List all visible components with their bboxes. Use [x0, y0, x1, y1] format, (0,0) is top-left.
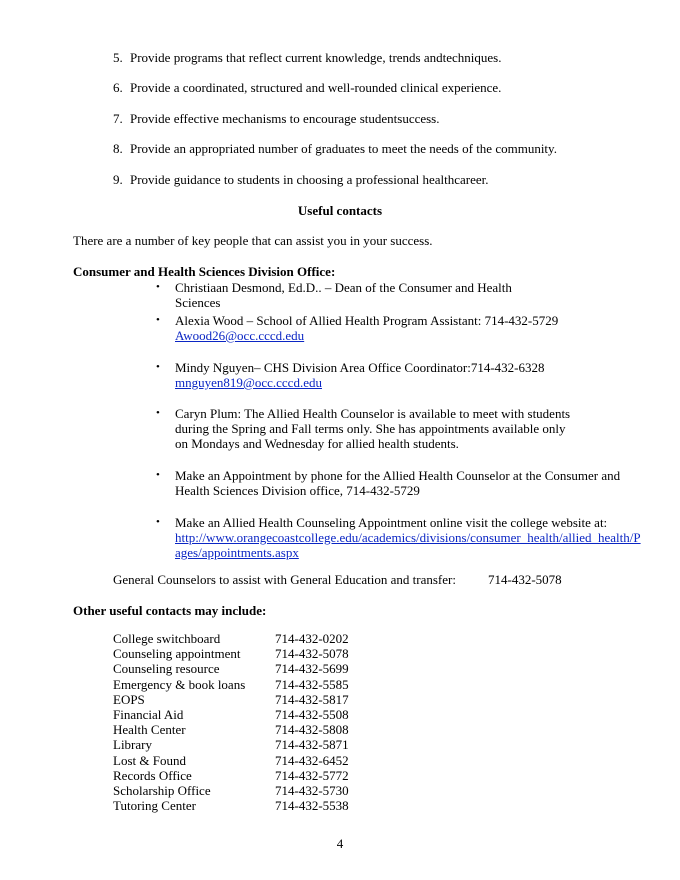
contact-name: Records Office — [113, 767, 192, 783]
other-contacts-table — [113, 631, 349, 813]
bullet-icon: • — [156, 469, 160, 481]
contact-name: Health Center — [113, 722, 186, 738]
appointments-url-link[interactable]: http://www.orangecoastcollege.edu/academics/divisions/consumer_health/allied_health/P — [175, 530, 641, 545]
contact-name: Library — [113, 737, 152, 753]
bullet-text: Christiaan Desmond, Ed.D.. – Dean of the Consumer and Health — [175, 280, 512, 295]
contact-row — [113, 798, 349, 813]
bullet-icon: • — [156, 407, 160, 419]
bullet-icon: • — [156, 314, 160, 326]
general-counselors-phone: 714-432-5078 — [488, 572, 562, 587]
bullet-text: during the Spring and Fall terms only. She has appointments available only — [175, 421, 566, 436]
bullet-text: Make an Appointment by phone for the Allied Health Counselor at the Consumer and — [175, 468, 621, 483]
contact-row — [113, 768, 349, 783]
goal-number: 9. — [113, 172, 123, 187]
contact-row — [113, 753, 349, 768]
bullet-text: Make an Allied Health Counseling Appointment online visit the college website at: — [175, 515, 608, 530]
contact-phone: 714-432-5699 — [275, 661, 349, 677]
contact-name: Tutoring Center — [113, 798, 196, 814]
contact-phone: 714-432-5730 — [275, 782, 349, 798]
goal-number: 6. — [113, 80, 123, 95]
contact-name: Lost & Found — [113, 752, 186, 768]
contact-name: Emergency & book loans — [113, 676, 246, 692]
email-link-nguyen[interactable]: mnguyen819@occ.cccd.edu — [175, 375, 322, 390]
other-contacts-heading: Other useful contacts may include: — [73, 603, 267, 618]
contact-phone: 714-432-5871 — [275, 737, 349, 753]
contact-row — [113, 692, 349, 707]
contact-phone: 714-432-5808 — [275, 722, 349, 738]
appointments-url-link-continued[interactable]: ages/appointments.aspx — [175, 545, 299, 560]
bullet-text: Mindy Nguyen– CHS Division Area Office Coordinator:714-432-6328 — [175, 360, 545, 375]
contact-phone: 714-432-5585 — [275, 676, 349, 692]
goal-number: 5. — [113, 50, 123, 65]
contact-name: Financial Aid — [113, 706, 184, 722]
goal-text: Provide an appropriated number of graduates to meet the needs of the community. — [130, 141, 557, 156]
goal-item-8 — [113, 141, 557, 156]
contact-row — [113, 783, 349, 798]
contact-name: Scholarship Office — [113, 782, 211, 798]
bullet-text: Caryn Plum: The Allied Health Counselor is available to meet with students — [175, 406, 571, 421]
goal-number: 8. — [113, 141, 123, 156]
contact-row — [113, 677, 349, 692]
bullet-icon: • — [156, 516, 160, 528]
goal-text: Provide effective mechanisms to encourage studentsuccess. — [130, 111, 440, 126]
contact-row — [113, 631, 349, 646]
bullet-text: on Mondays and Wednesday for allied health students. — [175, 436, 459, 451]
contact-name: Counseling appointment — [113, 646, 241, 662]
contact-phone: 714-432-5772 — [275, 767, 349, 783]
contact-phone: 714-432-5817 — [275, 691, 349, 707]
page-number: 4 — [336, 836, 344, 851]
contact-row — [113, 661, 349, 676]
contact-name: EOPS — [113, 691, 145, 707]
goal-text: Provide guidance to students in choosing a professional healthcareer. — [130, 172, 489, 187]
goal-number: 7. — [113, 111, 123, 126]
contact-name: Counseling resource — [113, 661, 220, 677]
contact-phone: 714-432-5538 — [275, 798, 349, 814]
contact-phone: 714-432-6452 — [275, 752, 349, 768]
division-office-heading: Consumer and Health Sciences Division Office: — [73, 264, 336, 279]
bullet-icon: • — [156, 281, 160, 293]
contact-name: College switchboard — [113, 631, 221, 646]
bullet-icon: • — [156, 361, 160, 373]
contact-row — [113, 737, 349, 752]
contact-phone: 714-432-5078 — [275, 646, 349, 662]
bullet-text: Health Sciences Division office, 714-432-5729 — [175, 483, 420, 498]
contact-phone: 714-432-0202 — [275, 631, 349, 646]
contact-row — [113, 646, 349, 661]
contact-row — [113, 707, 349, 722]
contact-row — [113, 722, 349, 737]
general-counselors-label: General Counselors to assist with General Education and transfer: — [113, 572, 456, 587]
goal-item-7 — [113, 111, 440, 126]
bullet-text: Sciences — [175, 295, 221, 310]
goal-text: Provide a coordinated, structured and well-rounded clinical experience. — [130, 80, 502, 95]
goal-item-9 — [113, 172, 488, 187]
intro-paragraph: There are a number of key people that can assist you in your success. — [73, 233, 433, 248]
email-link-wood[interactable]: Awood26@occ.cccd.edu — [175, 328, 305, 343]
general-counselors-line — [113, 572, 562, 587]
contact-phone: 714-432-5508 — [275, 706, 349, 722]
goal-item-6 — [113, 80, 501, 95]
useful-contacts-heading: Useful contacts — [297, 203, 383, 218]
goal-text: Provide programs that reflect current knowledge, trends andtechniques. — [130, 50, 502, 65]
bullet-text: Alexia Wood – School of Allied Health Program Assistant: 714-432-5729 — [175, 313, 559, 328]
goal-item-5 — [113, 50, 501, 65]
